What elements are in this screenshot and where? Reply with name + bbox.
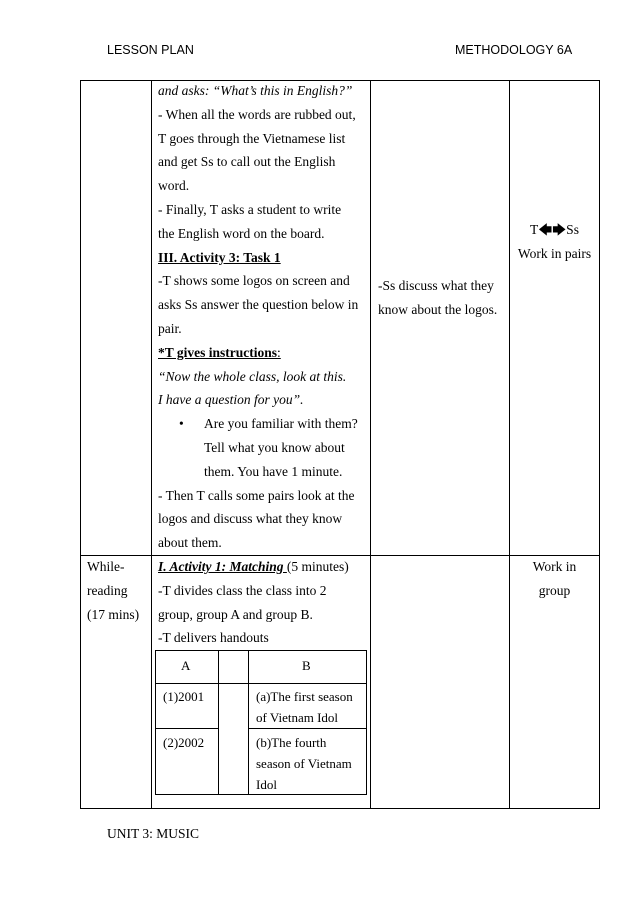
instructions-heading	[158, 341, 358, 365]
handout-cell-a: (1)2001	[163, 689, 205, 704]
row1-procedure-cell	[158, 79, 358, 555]
handout-cell-b	[256, 732, 352, 795]
handout-b-line: (b)The fourth	[256, 735, 327, 750]
procedure-line: the English word on the board.	[158, 225, 325, 241]
procedure-line	[158, 79, 358, 103]
handout-header-a: A	[181, 658, 191, 673]
instructions-label: *T gives instructions	[158, 344, 278, 360]
procedure-line: -T divides class the class into 2	[158, 582, 327, 598]
procedure-line: logos and discuss what they know	[158, 511, 343, 527]
procedure-line: word.	[158, 178, 190, 194]
procedure-line: about them.	[158, 535, 222, 551]
table-col-divider-1	[151, 80, 152, 809]
row2-interaction-cell	[510, 555, 599, 603]
row1-interaction-cell	[510, 218, 599, 266]
bullet-line: them. You have 1 minute.	[204, 463, 343, 479]
stage-line: reading	[87, 582, 128, 598]
procedure-line: T goes through the Vietnamese list	[158, 130, 346, 146]
procedure-line: -T shows some logos on screen and	[158, 273, 350, 289]
procedure-line: - Then T calls some pairs look at the	[158, 487, 355, 503]
student-line: know about the logos.	[378, 301, 498, 317]
handout-cell-a: (2)2002	[163, 735, 205, 750]
bullet-line: Are you familiar with them?	[204, 416, 358, 432]
activity3-heading: III. Activity 3: Task 1	[158, 249, 281, 265]
interaction-mode: group	[538, 582, 571, 598]
table-col-divider-2	[370, 80, 371, 809]
student-line: -Ss discuss what they	[378, 278, 494, 293]
bullet-icon: •	[179, 416, 184, 432]
row2-stage-cell	[87, 555, 139, 626]
handout-table	[155, 650, 367, 795]
row1-student-cell	[378, 274, 497, 322]
procedure-line: and get Ss to call out the English	[158, 154, 336, 170]
activity1-heading: I. Activity 1: Matching	[158, 559, 287, 574]
handout-cell-b	[256, 686, 353, 728]
procedure-line: - Finally, T asks a student to write	[158, 201, 342, 217]
procedure-line: -T delivers handouts	[158, 630, 269, 646]
activity1-heading-line	[158, 555, 349, 579]
procedure-line: - When all the words are rubbed out,	[158, 106, 356, 122]
table-border-right	[599, 80, 600, 809]
table-col-divider-3	[509, 80, 510, 809]
interaction-mode: Work in pairs	[517, 245, 592, 261]
quote-line: I have a question for you”.	[158, 392, 304, 408]
interaction-pattern: T🡄🡆Ss	[530, 222, 579, 237]
header-left: LESSON PLAN	[107, 43, 194, 57]
handout-b-line: Idol	[256, 777, 277, 792]
procedure-line: asks Ss answer the question below in	[158, 297, 359, 313]
row2-procedure-cell	[158, 555, 349, 650]
procedure-line: pair.	[158, 320, 182, 336]
bullet-item	[158, 412, 358, 436]
instructions-colon: :	[277, 344, 281, 360]
table-border-left	[80, 80, 81, 809]
footer: UNIT 3: MUSIC	[107, 826, 200, 841]
header-right: METHODOLOGY 6A	[455, 43, 573, 57]
handout-b-line: season of Vietnam	[256, 756, 352, 771]
handout-b-line: of Vietnam Idol	[256, 710, 339, 725]
activity1-duration: (5 minutes)	[286, 559, 349, 574]
handout-header-b: B	[302, 658, 311, 673]
handout-b-line: (a)The first season	[256, 689, 353, 704]
interaction-mode: Work in	[532, 559, 577, 574]
table-border-bottom	[80, 808, 600, 809]
quote-line: “Now the whole class, look at this.	[158, 368, 347, 384]
bullet-line: Tell what you know about	[204, 439, 345, 455]
stage-line: While-	[87, 559, 125, 574]
ask-quote: and asks: “What’s this in English?”	[158, 83, 353, 98]
procedure-line: group, group A and group B.	[158, 606, 313, 622]
stage-line: (17 mins)	[87, 606, 140, 622]
